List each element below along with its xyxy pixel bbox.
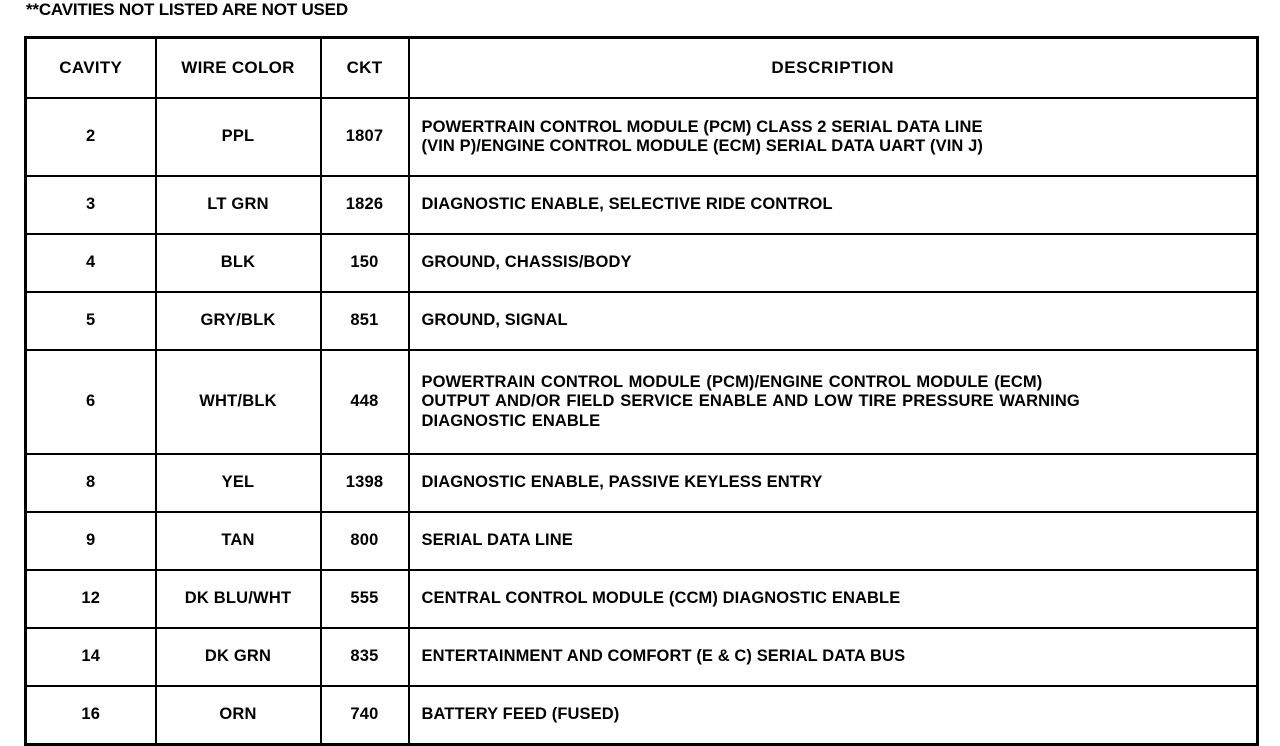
- cell-ckt: 150: [321, 234, 409, 292]
- table-row: [26, 234, 1258, 292]
- cell-cavity: 9: [26, 512, 156, 570]
- description-line: POWERTRAIN CONTROL MODULE (PCM)/ENGINE CONTROL MODULE (ECM): [421, 372, 1043, 391]
- cell-ckt: 851: [321, 292, 409, 350]
- table-row: [26, 628, 1258, 686]
- cell-wire-color: LT GRN: [156, 176, 321, 234]
- header-description: DESCRIPTION: [409, 38, 1258, 99]
- cell-cavity: 6: [26, 350, 156, 454]
- header-wire-color: WIRE COLOR: [156, 38, 321, 99]
- cell-cavity: 3: [26, 176, 156, 234]
- header-cavity: CAVITY: [26, 38, 156, 99]
- cell-description: [409, 98, 1258, 176]
- table-row: [26, 292, 1258, 350]
- cell-ckt: 555: [321, 570, 409, 628]
- table-header: [26, 38, 1258, 99]
- cell-cavity: 16: [26, 686, 156, 745]
- cell-description: ENTERTAINMENT AND COMFORT (E & C) SERIAL DATA BUS: [409, 628, 1258, 686]
- cell-cavity: 14: [26, 628, 156, 686]
- pinout-table-wrapper: [24, 36, 1256, 746]
- table-row: [26, 98, 1258, 176]
- cell-wire-color: YEL: [156, 454, 321, 512]
- cell-ckt: 800: [321, 512, 409, 570]
- cell-cavity: 5: [26, 292, 156, 350]
- table-row: [26, 350, 1258, 454]
- cell-cavity: 8: [26, 454, 156, 512]
- cell-wire-color: GRY/BLK: [156, 292, 321, 350]
- cell-ckt: 1807: [321, 98, 409, 176]
- cell-ckt: 835: [321, 628, 409, 686]
- table-row: [26, 570, 1258, 628]
- cell-cavity: 4: [26, 234, 156, 292]
- description-line: POWERTRAIN CONTROL MODULE (PCM) CLASS 2 SERIAL DATA LINE: [421, 117, 983, 136]
- cell-description: GROUND, SIGNAL: [409, 292, 1258, 350]
- cell-cavity: 12: [26, 570, 156, 628]
- cavities-note: **CAVITIES NOT LISTED ARE NOT USED: [26, 0, 348, 19]
- cell-description: [409, 350, 1258, 454]
- table-row: [26, 176, 1258, 234]
- connector-pinout-table: [24, 36, 1259, 746]
- description-line: OUTPUT AND/OR FIELD SERVICE ENABLE AND LOW TIRE PRESSURE WARNING: [421, 392, 1080, 411]
- cell-wire-color: PPL: [156, 98, 321, 176]
- description-line: DIAGNOSTIC ENABLE: [421, 411, 601, 430]
- description-line: (VIN P)/ENGINE CONTROL MODULE (ECM) SERIAL DATA UART (VIN J): [421, 137, 983, 155]
- cell-description: GROUND, CHASSIS/BODY: [409, 234, 1258, 292]
- cell-ckt: 448: [321, 350, 409, 454]
- table-body: [26, 98, 1258, 745]
- cell-wire-color: WHT/BLK: [156, 350, 321, 454]
- cell-ckt: 1398: [321, 454, 409, 512]
- table-row: [26, 686, 1258, 745]
- cell-description: DIAGNOSTIC ENABLE, PASSIVE KEYLESS ENTRY: [409, 454, 1258, 512]
- cell-wire-color: DK GRN: [156, 628, 321, 686]
- cell-cavity: 2: [26, 98, 156, 176]
- cell-wire-color: BLK: [156, 234, 321, 292]
- cell-description: BATTERY FEED (FUSED): [409, 686, 1258, 745]
- table-row: [26, 454, 1258, 512]
- header-row: [26, 38, 1258, 99]
- cell-description: DIAGNOSTIC ENABLE, SELECTIVE RIDE CONTROL: [409, 176, 1258, 234]
- cell-ckt: 1826: [321, 176, 409, 234]
- cell-wire-color: ORN: [156, 686, 321, 745]
- cell-description: CENTRAL CONTROL MODULE (CCM) DIAGNOSTIC ENABLE: [409, 570, 1258, 628]
- cell-wire-color: TAN: [156, 512, 321, 570]
- cell-wire-color: DK BLU/WHT: [156, 570, 321, 628]
- header-ckt: CKT: [321, 38, 409, 99]
- cell-description: SERIAL DATA LINE: [409, 512, 1258, 570]
- table-row: [26, 512, 1258, 570]
- cell-ckt: 740: [321, 686, 409, 745]
